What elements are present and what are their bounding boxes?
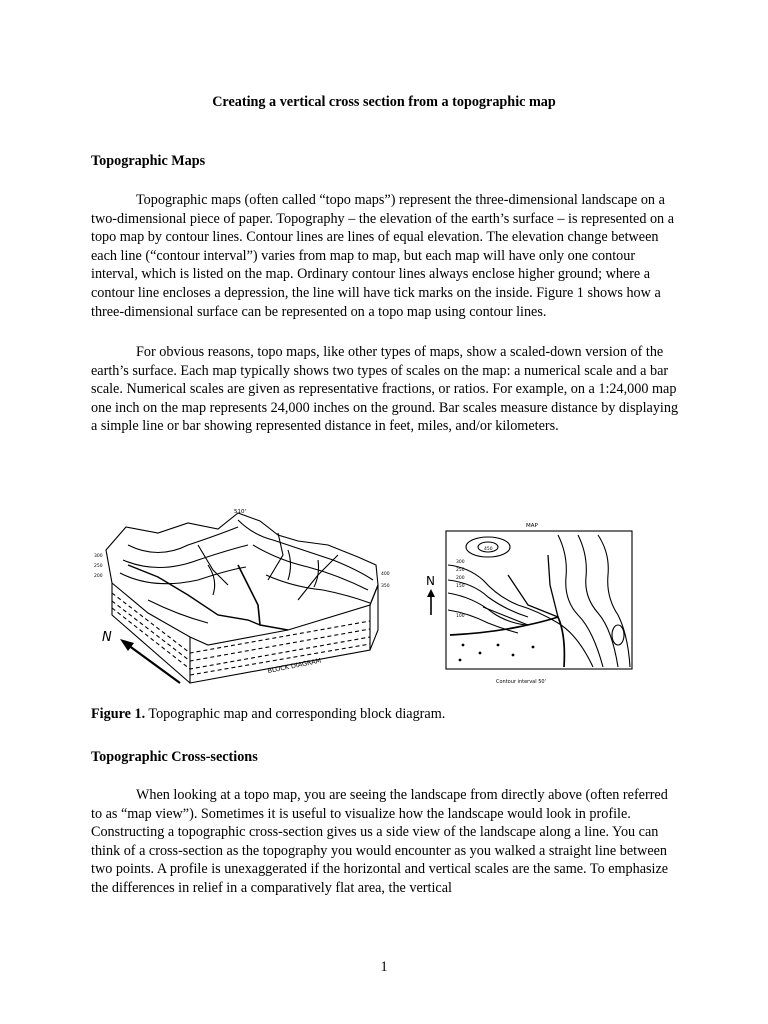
figure-illustration xyxy=(88,505,648,695)
elev-label-400: 400 xyxy=(381,572,390,577)
topo-map xyxy=(446,531,632,669)
map-elev-label-150: 150 xyxy=(456,584,465,589)
caption-label: Figure 1. xyxy=(91,706,146,722)
elev-label-250: 250 xyxy=(94,564,103,569)
block-diagram-label: BLOCK DIAGRAM xyxy=(266,656,322,675)
figure-1 xyxy=(88,505,648,695)
section-heading-cross-sections: Topographic Cross-sections xyxy=(91,749,258,765)
document-title: Creating a vertical cross section from a topographic map xyxy=(212,94,556,110)
peak-elevation-label: 510' xyxy=(234,509,247,515)
map-elev-label-100: 100 xyxy=(456,614,465,619)
section-heading-topographic-maps: Topographic Maps xyxy=(91,153,206,169)
figure-caption xyxy=(91,706,445,723)
map-elev-label-450: 450 xyxy=(484,547,493,552)
block-north-arrow xyxy=(102,630,180,683)
map-spot-marks xyxy=(459,644,535,662)
paragraph-map-scales: For obvious reasons, topo maps, like other types of maps, show a scaled-down version of the earth’s surface. Each map typically shows two types of scales on the map: a numerical scale and a bar scale. Numerical scales are given as representative fractions, or ratios. For example, on a 1:24,000 map one inch on the map represents 24,000 inches on the ground. Bar scales measure distance by displaying a simple line or bar showing represented distance in feet, miles, and/or kilometers. xyxy=(91,344,679,435)
elev-label-200: 200 xyxy=(94,574,103,579)
elev-label-350: 350 xyxy=(381,584,390,589)
elev-label-300: 300 xyxy=(94,554,103,559)
map-elev-label-250: 250 xyxy=(456,568,465,573)
map-elev-label-300: 300 xyxy=(456,560,465,565)
map-label: MAP xyxy=(526,523,538,529)
map-north-label: N xyxy=(426,574,435,588)
page-number: 1 xyxy=(380,959,388,975)
paragraph-topo-maps-intro: Topographic maps (often called “topo maps”) represent the three-dimensional landscape on a two-dimensional piece of paper. Topography – the elevation of the earth’s surface – is represented on a topo map by contour lines. Contour lines are lines of equal elevation. The elevation change between each line (“contour interval”) varies from map to map, but each map will have only one contour interval, which is listed on the map. Ordinary contour lines always enclose higher ground; where a contour line encloses a depression, the line will have tick marks on the inside. Figure 1 shows how a three-dimensional surface can be represented on a topo map using contour lines. xyxy=(91,192,674,320)
map-elev-label-200: 200 xyxy=(456,576,465,581)
map-north-arrow xyxy=(426,574,435,615)
block-north-label: N xyxy=(102,630,112,645)
caption-text: Topographic map and corresponding block diagram. xyxy=(145,706,446,722)
contour-interval-label: Contour interval 50' xyxy=(496,679,546,685)
paragraph-cross-sections: When looking at a topo map, you are seeing the landscape from directly above (often referred to as “map view”). Sometimes it is useful to visualize how the landscape would look in profile. Constructing a topographic cross-section gives us a side view of the landscape along a line. You can think of a cross-section as the topography you would encounter as you walked a straight line between two points. A profile is unexaggerated if the horizontal and vertical scales are the same. To emphasize the differences in relief in a comparatively flat area, the vertical xyxy=(91,787,669,896)
